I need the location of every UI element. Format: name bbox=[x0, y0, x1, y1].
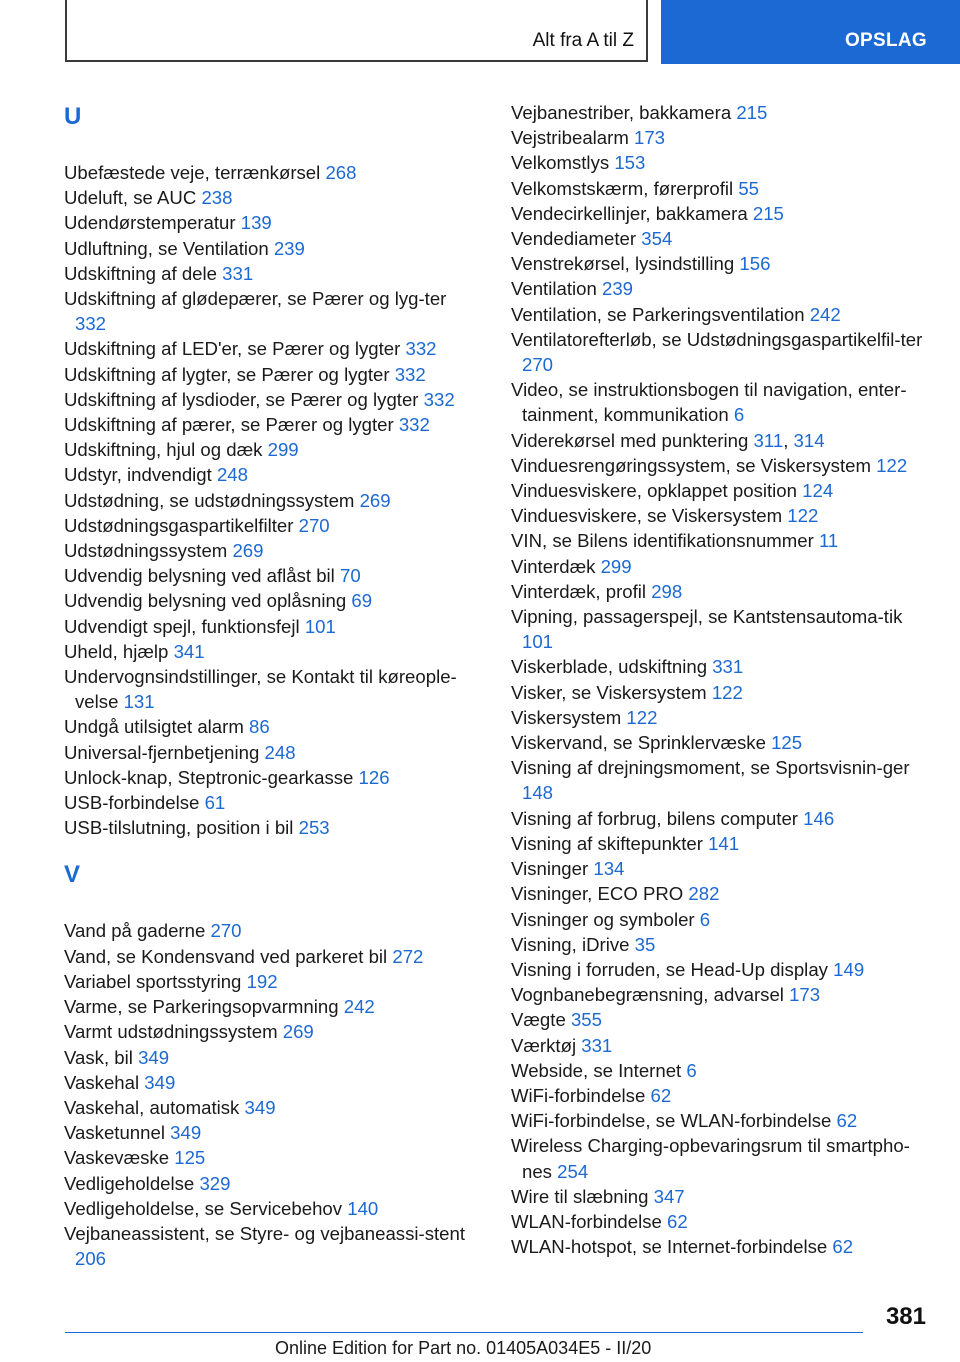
page-link[interactable]: 349 bbox=[144, 1071, 176, 1093]
index-entry bbox=[511, 528, 931, 553]
index-entry-term: Udvendig belysning ved oplåsning bbox=[64, 590, 347, 612]
index-entry-term: Viskervand, se Sprinklervæske bbox=[511, 732, 766, 754]
index-entry bbox=[64, 790, 474, 815]
page-link[interactable]: 311 bbox=[753, 429, 784, 451]
page-link[interactable]: 270 bbox=[210, 920, 242, 942]
index-entry-term: Velkomstlys bbox=[511, 152, 610, 174]
page-link[interactable]: 156 bbox=[739, 253, 771, 275]
page-link[interactable]: 153 bbox=[614, 152, 646, 174]
page-link[interactable]: 215 bbox=[736, 102, 768, 123]
page-link[interactable]: 242 bbox=[343, 996, 375, 1018]
index-entry-term: Video, se instruktionsbogen til navigation, enter-tainment, kommunikation bbox=[511, 379, 907, 426]
index-entry bbox=[511, 150, 931, 175]
index-entry-term: Vinduesviskere, opklappet position bbox=[511, 480, 797, 502]
page-link[interactable]: 101 bbox=[304, 615, 336, 637]
page-link[interactable]: 125 bbox=[174, 1147, 206, 1169]
page-link[interactable]: 173 bbox=[789, 984, 821, 1006]
page-link[interactable]: 35 bbox=[634, 933, 656, 955]
page-link[interactable]: 126 bbox=[358, 766, 390, 788]
index-entry bbox=[511, 377, 931, 427]
page-link[interactable]: 62 bbox=[650, 1084, 672, 1106]
index-entry bbox=[511, 276, 931, 301]
page-link[interactable]: 347 bbox=[653, 1185, 685, 1207]
index-entry bbox=[511, 1209, 931, 1234]
index-entry-term: Vand på gaderne bbox=[64, 920, 206, 942]
header-title: Alt fra A til Z bbox=[532, 30, 634, 51]
page-link[interactable]: 124 bbox=[802, 480, 834, 502]
index-entry-term: Wire til slæbning bbox=[511, 1185, 649, 1207]
index-entry bbox=[511, 176, 931, 201]
page-link[interactable]: 282 bbox=[688, 883, 720, 905]
index-entry bbox=[511, 1083, 931, 1108]
page-link[interactable]: 331 bbox=[712, 656, 744, 678]
index-entry-term: Ventilation, se Parkeringsventilation bbox=[511, 303, 805, 325]
page-link[interactable]: 269 bbox=[359, 489, 391, 511]
index-entry-term: VIN, se Bilens identifikationsnummer bbox=[511, 530, 814, 552]
index-entry bbox=[64, 1221, 474, 1271]
index-entry bbox=[511, 1184, 931, 1209]
index-entry bbox=[64, 614, 474, 639]
page-link[interactable]: 332 bbox=[398, 414, 430, 436]
index-entry-term: Varmt udstødningssystem bbox=[64, 1021, 278, 1043]
index-entry bbox=[64, 1019, 474, 1044]
index-entry bbox=[511, 982, 931, 1007]
index-entry-term: Vaskevæske bbox=[64, 1147, 170, 1169]
index-entry-term: USB-forbindelse bbox=[64, 792, 200, 814]
index-entry-term: Vægte bbox=[511, 1009, 566, 1031]
page-link[interactable]: 62 bbox=[667, 1210, 688, 1232]
index-entry-term: Udskiftning, hjul og dæk bbox=[64, 439, 263, 461]
index-entry-term: Udstødningsgaspartikelfilter bbox=[64, 514, 294, 536]
index-entry-term: Vinterdæk, profil bbox=[511, 580, 647, 602]
page-link[interactable]: 101 bbox=[522, 631, 554, 653]
index-entry bbox=[64, 362, 474, 387]
index-entry bbox=[511, 554, 931, 579]
index-entry bbox=[511, 604, 931, 654]
page-link[interactable]: 253 bbox=[298, 817, 330, 839]
index-entry-term: Vand, se Kondensvand ved parkeret bil bbox=[64, 945, 388, 967]
index-entry bbox=[64, 1095, 474, 1120]
page-link[interactable]: 206 bbox=[75, 1248, 107, 1270]
page-link[interactable]: 248 bbox=[264, 741, 296, 763]
index-entry bbox=[511, 503, 931, 528]
page-link[interactable]: 332 bbox=[405, 338, 437, 360]
index-entry bbox=[511, 478, 931, 503]
page-link[interactable]: 355 bbox=[570, 1009, 602, 1031]
index-entry bbox=[511, 1058, 931, 1083]
page-link[interactable]: 349 bbox=[138, 1046, 170, 1068]
page-link[interactable]: 122 bbox=[787, 505, 819, 527]
index-entry-term: Værktøj bbox=[511, 1034, 577, 1056]
index-entry bbox=[64, 210, 474, 235]
index-entry bbox=[511, 1033, 931, 1058]
page-link[interactable]: 173 bbox=[633, 127, 666, 149]
index-entry-term: Ventilation bbox=[511, 278, 597, 300]
index-entry bbox=[64, 969, 474, 994]
index-entry-term: Vendediameter bbox=[511, 228, 637, 250]
page-link[interactable]: 215 bbox=[752, 202, 784, 224]
page-link[interactable]: 62 bbox=[832, 1236, 854, 1258]
index-entry bbox=[64, 563, 474, 588]
index-entry bbox=[511, 957, 931, 982]
index-entry-term: Ubefæstede veje, terrænkørsel bbox=[64, 162, 321, 183]
page-link[interactable]: 134 bbox=[593, 858, 625, 880]
index-entry-term: WiFi-forbindelse bbox=[511, 1084, 646, 1106]
index-entry bbox=[511, 125, 931, 150]
page-link[interactable]: 268 bbox=[325, 162, 357, 183]
index-entry-term: Visninger og symboler bbox=[511, 908, 695, 930]
index-entry-term: Vejbaneassistent, se Styre- og vejbaneassi-stent bbox=[64, 1222, 466, 1244]
index-entry-term: Wireless Charging-opbevaringsrum til smartpho-nes bbox=[511, 1135, 910, 1182]
index-entry bbox=[511, 755, 931, 805]
index-entry bbox=[64, 714, 474, 739]
index-entry bbox=[64, 1145, 474, 1170]
page-link[interactable]: 331 bbox=[222, 262, 254, 284]
index-entry-term: Udendørstemperatur bbox=[64, 212, 236, 234]
index-entry-term: Vognbanebegrænsning, advarsel bbox=[511, 984, 784, 1006]
index-entry-term: Udstyr, indvendigt bbox=[64, 464, 212, 486]
page-link[interactable]: 122 bbox=[876, 454, 908, 476]
page-link[interactable]: 270 bbox=[298, 514, 330, 536]
index-entry bbox=[64, 1045, 474, 1070]
page-link[interactable]: 69 bbox=[351, 590, 373, 612]
index-entry bbox=[511, 932, 931, 957]
index-entry bbox=[64, 462, 474, 487]
index-entry-term: Vinduesviskere, se Viskersystem bbox=[511, 505, 783, 527]
index-entry-term: Vedligeholdelse bbox=[64, 1172, 195, 1194]
page-link[interactable]: 139 bbox=[240, 212, 272, 234]
index-entry bbox=[64, 944, 474, 969]
page-link[interactable]: 192 bbox=[246, 970, 278, 992]
index-entry-term: Vinduesrengøringssystem, se Viskersystem bbox=[511, 454, 871, 476]
page-link[interactable]: 6 bbox=[733, 404, 745, 426]
index-entry-term: WiFi-forbindelse, se WLAN-forbindelse bbox=[511, 1110, 832, 1132]
index-entry bbox=[511, 302, 931, 327]
page-link[interactable]: 148 bbox=[522, 782, 554, 804]
index-entry bbox=[64, 286, 474, 336]
index-entry bbox=[64, 412, 474, 437]
index-entry-term: Vask, bil bbox=[64, 1046, 133, 1068]
page-link[interactable]: 61 bbox=[204, 792, 226, 814]
index-column-right bbox=[511, 100, 931, 1259]
index-entry-term: Vedligeholdelse, se Servicebehov bbox=[64, 1197, 343, 1219]
page-link[interactable]: 299 bbox=[600, 555, 632, 577]
index-entry bbox=[64, 336, 474, 361]
page-link[interactable]: 331 bbox=[581, 1034, 613, 1056]
index-entry bbox=[511, 806, 931, 831]
header-title-box bbox=[65, 0, 648, 62]
index-entry-term: WLAN-forbindelse bbox=[511, 1210, 662, 1232]
page-link[interactable]: 122 bbox=[626, 706, 658, 728]
index-entry bbox=[64, 1120, 474, 1145]
index-entry-term: Vejbanestriber, bakkamera bbox=[511, 102, 732, 123]
index-entry bbox=[511, 226, 931, 251]
page-link[interactable]: 298 bbox=[651, 580, 683, 602]
index-entry-term: Udskiftning af LED'er, se Pærer og lygter bbox=[64, 338, 401, 360]
page-link[interactable]: 239 bbox=[273, 237, 305, 259]
index-entry-term: Universal-fjernbetjening bbox=[64, 741, 260, 763]
index-entry-term: WLAN-hotspot, se Internet-forbindelse bbox=[511, 1236, 828, 1258]
index-entry bbox=[64, 1196, 474, 1221]
index-entry bbox=[511, 730, 931, 755]
page-link[interactable]: 146 bbox=[803, 807, 835, 829]
page-link[interactable]: 140 bbox=[347, 1197, 379, 1219]
index-entry bbox=[511, 1133, 931, 1183]
index-entry-term: Vendecirkellinjer, bakkamera bbox=[511, 202, 748, 224]
page-link[interactable]: 349 bbox=[170, 1122, 202, 1144]
index-entry-term: Udvendigt spejl, funktionsfejl bbox=[64, 615, 300, 637]
index-entry bbox=[64, 185, 474, 210]
index-entry bbox=[511, 201, 931, 226]
index-entry bbox=[511, 100, 931, 125]
index-entry bbox=[64, 740, 474, 765]
index-entry-term: Viderekørsel med punktering bbox=[511, 429, 749, 451]
index-entry-term: Visker, se Viskersystem bbox=[511, 681, 707, 703]
page-link[interactable]: 238 bbox=[201, 187, 233, 209]
index-entry bbox=[511, 579, 931, 604]
index-entry bbox=[64, 387, 474, 412]
index-entry bbox=[64, 1070, 474, 1095]
index-entry-term: Visning af drejningsmoment, se Sportsvisnin-ger bbox=[511, 757, 910, 779]
page-link[interactable]: 86 bbox=[249, 716, 270, 738]
index-entry-term: Visning i forruden, se Head-Up display bbox=[511, 958, 828, 980]
index-entry bbox=[64, 1171, 474, 1196]
page-link[interactable]: 349 bbox=[244, 1096, 276, 1118]
index-entry bbox=[64, 488, 474, 513]
index-entry-term: Udskiftning af lysdioder, se Pærer og lygter bbox=[64, 388, 419, 410]
page-link[interactable]: 70 bbox=[339, 565, 361, 587]
page-link[interactable]: 248 bbox=[216, 464, 248, 486]
page-link[interactable]: 149 bbox=[833, 958, 865, 980]
section-letter: U bbox=[64, 103, 82, 130]
index-entry-term: Vaskehal bbox=[64, 1071, 140, 1093]
index-entry-term: Webside, se Internet bbox=[511, 1059, 682, 1081]
index-entry-term: Variabel sportsstyring bbox=[64, 970, 242, 992]
index-entry-term: Visning, iDrive bbox=[511, 933, 630, 955]
index-entry bbox=[64, 236, 474, 261]
index-entry-term: Udskiftning af dele bbox=[64, 262, 217, 284]
index-entry-term: Venstrekørsel, lysindstilling bbox=[511, 253, 735, 275]
index-entry-term: Visninger, ECO PRO bbox=[511, 883, 684, 905]
tab-opslag-label: OPSLAG bbox=[844, 30, 927, 51]
section-letter: V bbox=[64, 861, 81, 889]
index-entry-term: Undervognsindstillinger, se Kontakt til køreople-velse bbox=[64, 666, 457, 713]
index-entry bbox=[64, 538, 474, 563]
page-link[interactable]: 299 bbox=[267, 439, 299, 461]
page-link[interactable]: 141 bbox=[708, 832, 740, 854]
index-entry-term: Viskerblade, udskiftning bbox=[511, 656, 708, 678]
index-column-left bbox=[64, 100, 474, 1271]
index-entry-term: Udvendig belysning ved aflåst bil bbox=[64, 565, 335, 587]
index-entry bbox=[511, 1108, 931, 1133]
page-link[interactable]: 6 bbox=[699, 908, 711, 930]
index-entry-term: Ventilatorefterløb, se Udstødningsgaspartikelfil-ter bbox=[511, 328, 923, 350]
footer-edition: Online Edition for Part no. 01405A034E5 - II/20 bbox=[275, 1338, 652, 1358]
index-entry bbox=[511, 1234, 931, 1259]
index-entry bbox=[511, 881, 931, 906]
page-number: 381 bbox=[885, 1303, 926, 1330]
page-link[interactable]: 11 bbox=[818, 530, 839, 552]
index-entry-term: Visning af forbrug, bilens computer bbox=[511, 807, 798, 829]
index-entry-term: Visning af skiftepunkter bbox=[511, 832, 703, 854]
index-entry bbox=[511, 453, 931, 478]
index-entry-term: Vipning, passagerspejl, se Kantstensautoma-tik bbox=[511, 606, 903, 628]
page-link[interactable]: 332 bbox=[394, 363, 426, 385]
index-entry-term: Udluftning, se Ventilation bbox=[64, 237, 269, 259]
index-entry-term: Undgå utilsigtet alarm bbox=[64, 716, 244, 738]
page-link[interactable]: 329 bbox=[199, 1172, 231, 1194]
index-entry-term: Vejstribealarm bbox=[511, 127, 629, 149]
index-entry bbox=[511, 1007, 931, 1032]
page-link[interactable]: 131 bbox=[123, 691, 155, 713]
index-entry-term: Varme, se Parkeringsopvarmning bbox=[64, 996, 339, 1018]
page-link[interactable]: 270 bbox=[522, 354, 554, 376]
index-entry-term: Udskiftning af pærer, se Pærer og lygter bbox=[64, 414, 394, 436]
index-entry bbox=[64, 664, 474, 714]
index-entry-term: Udskiftning af glødepærer, se Pærer og lyg-ter bbox=[64, 288, 447, 310]
page-link[interactable]: 254 bbox=[557, 1160, 589, 1182]
index-entry bbox=[511, 680, 931, 705]
index-entry-term: Vasketunnel bbox=[64, 1122, 165, 1144]
index-entry bbox=[511, 654, 931, 679]
index-entry bbox=[64, 994, 474, 1019]
footer-divider bbox=[65, 1332, 863, 1333]
page-link[interactable]: 332 bbox=[75, 313, 107, 335]
index-entry bbox=[511, 705, 931, 730]
page-link[interactable]: 55 bbox=[738, 177, 759, 199]
page-link[interactable]: 332 bbox=[423, 388, 455, 410]
index-entry-term: Visninger bbox=[511, 858, 589, 880]
index-entry bbox=[511, 327, 931, 377]
index-entry-term: Unlock-knap, Steptronic-gearkasse bbox=[64, 766, 354, 788]
index-entry bbox=[64, 639, 474, 664]
index-entry bbox=[64, 513, 474, 538]
page-link[interactable]: 269 bbox=[282, 1021, 314, 1043]
index-entry bbox=[64, 918, 474, 943]
page-link[interactable]: 242 bbox=[809, 303, 841, 325]
index-entry-term: Udstødningssystem bbox=[64, 540, 228, 562]
page-link[interactable]: 122 bbox=[711, 681, 743, 703]
page-link[interactable]: 6 bbox=[686, 1059, 697, 1081]
page-link[interactable]: 314 bbox=[793, 429, 825, 451]
index-entry bbox=[511, 856, 931, 881]
page-link[interactable]: 239 bbox=[601, 278, 634, 300]
index-entry-term: USB-tilslutning, position i bil bbox=[64, 817, 294, 839]
index-entry bbox=[511, 251, 931, 276]
page-link[interactable]: 354 bbox=[641, 228, 673, 250]
index-entry bbox=[64, 588, 474, 613]
page-link[interactable]: 62 bbox=[836, 1110, 858, 1132]
index-entry bbox=[64, 437, 474, 462]
page-link[interactable]: 341 bbox=[173, 640, 205, 662]
index-entry-term: Udeluft, se AUC bbox=[64, 187, 197, 209]
index-entry: Viderekørsel med punktering 311, 314 bbox=[511, 429, 825, 451]
index-entry-term: Vinterdæk bbox=[511, 555, 596, 577]
index-entry-term: Vaskehal, automatisk bbox=[64, 1096, 240, 1118]
page-link[interactable]: 269 bbox=[232, 540, 264, 562]
index-entry bbox=[511, 831, 931, 856]
index-entry bbox=[64, 815, 474, 840]
tab-opslag[interactable] bbox=[661, 0, 960, 64]
index-entry bbox=[64, 160, 474, 185]
index-entry-term: Velkomstskærm, førerprofil bbox=[511, 177, 734, 199]
index-entry bbox=[64, 261, 474, 286]
page-link[interactable]: 272 bbox=[392, 945, 424, 967]
index-entry-term: Uheld, hjælp bbox=[64, 640, 169, 662]
page-link[interactable]: 125 bbox=[771, 732, 803, 754]
index-entry-term: Udskiftning af lygter, se Pærer og lygter bbox=[64, 363, 390, 385]
index-entry bbox=[64, 765, 474, 790]
index-entry bbox=[511, 907, 931, 932]
index-entry-term: Viskersystem bbox=[511, 706, 622, 728]
index-entry-term: Udstødning, se udstødningssystem bbox=[64, 489, 355, 511]
